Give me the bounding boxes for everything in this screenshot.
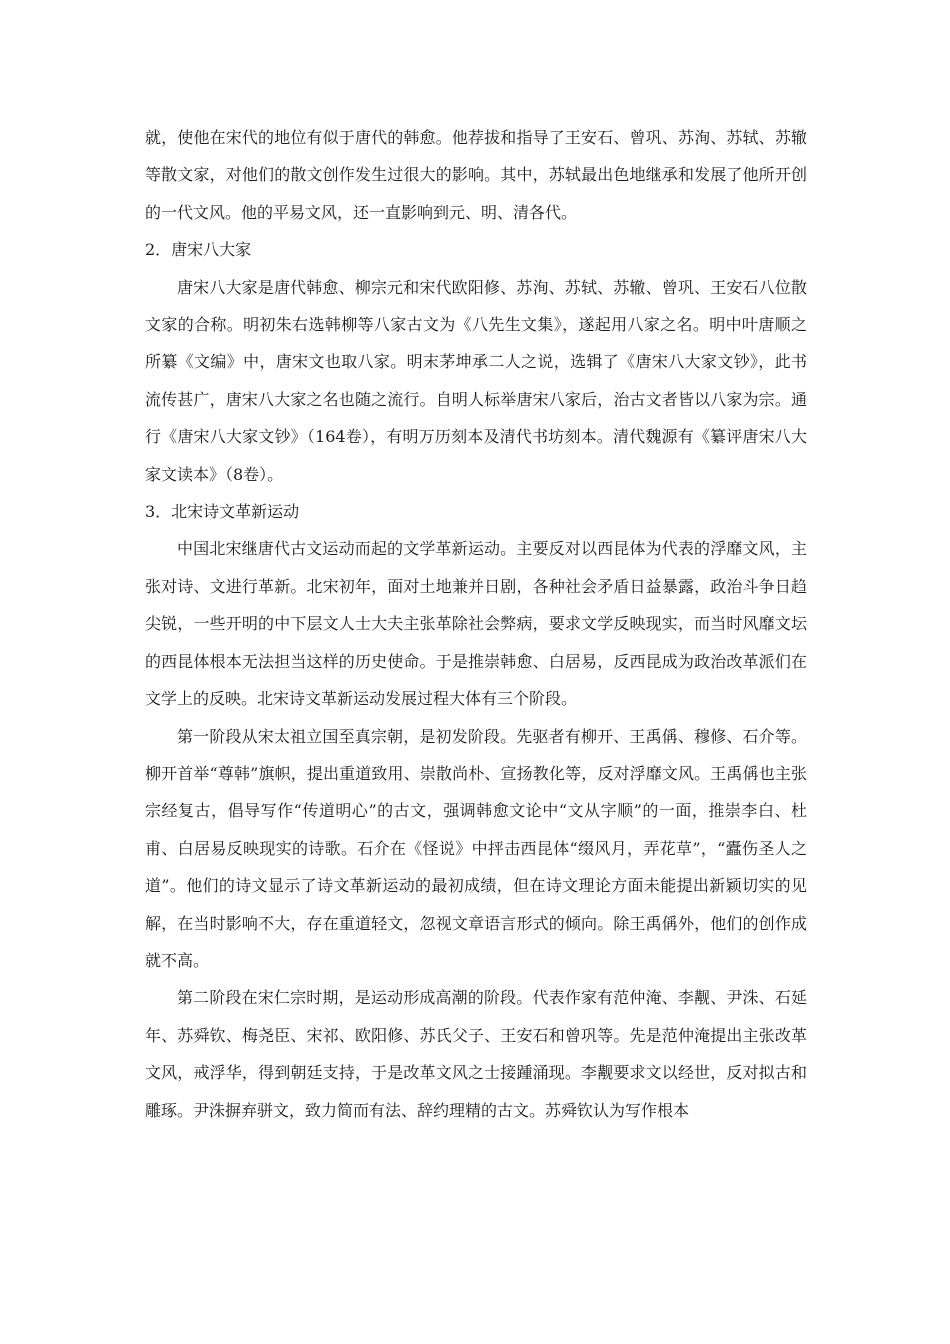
paragraph-second-stage: 第二阶段在宋仁宗时期，是运动形成高潮的阶段。代表作家有范仲淹、李觏、尹洙、石延年、苏舜钦、梅尧臣、宋祁、欧阳修、苏氏父子、王安石和曾巩等。先是范仲淹提出主张改革文风，戒浮华，得到朝廷支持，于是改革文风之士接踵涌现。李觏要求文以经世，反对拟古和雕琢。尹洙摒弃骈文，致力简而有法、辞约理精的古文。苏舜钦认为写作根本 <box>145 988 807 1120</box>
section-heading-northern-song-reform: 3．北宋诗文革新运动 <box>145 502 300 522</box>
paragraph-tang-song-eight-masters: 唐宋八大家是唐代韩愈、柳宗元和宋代欧阳修、苏洵、苏轼、苏辙、曾巩、王安石八位散文家的合称。明初朱右选韩柳等八家古文为《八先生文集》，遂起用八家之名。明中叶唐顺之所纂《文编》中，唐宋文也取八家。明末茅坤承二人之说，选辑了《唐宋八大家文钞》，此书流传甚广，唐宋八大家之名也随之流行。自明人标举唐宋八家后，治古文者皆以八家为宗。通行《唐宋八大家文钞》（164卷），有明万历刻本及清代书坊刻本。清代魏源有《纂评唐宋八大家文读本》（8卷）。 <box>145 277 807 484</box>
paragraph-first-stage: 第一阶段从宋太祖立国至真宗朝，是初发阶段。先驱者有柳开、王禹偁、穆修、石介等。柳开首举“尊韩”旗帜，提出重道致用、崇散尚朴、宣扬教化等，反对浮靡文风。王禹偁也主张宗经复古，倡导写作“传道明心”的古文，强调韩愈文论中“文从字顺”的一面，推崇李白、杜甫、白居易反映现实的诗歌。石介在《怪说》中抨击西昆体“缀风月，弄花草”，“蠹伤圣人之道”。他们的诗文显示了诗文革新运动的最初成绩，但在诗文理论方面未能提出新颖切实的见解，在当时影响不大，存在重道轻文，忽视文章语言形式的倾向。除王禹偁外，他们的创作成就不高。 <box>145 726 807 970</box>
document-body <box>145 119 807 1129</box>
paragraph-reform-intro: 中国北宋继唐代古文运动而起的文学革新运动。主要反对以西昆体为代表的浮靡文风，主张对诗、文进行革新。北宋初年，面对土地兼并日剧，各种社会矛盾日益暴露，政治斗争日趋尖锐，一些开明的中下层文人士大夫主张革除社会弊病，要求文学反映现实，而当时风靡文坛的西昆体根本无法担当这样的历史使命。于是推崇韩愈、白居易，反西昆成为政治改革派们在文学上的反映。北宋诗文革新运动发展过程大体有三个阶段。 <box>145 539 807 709</box>
paragraph-continuation: 就，使他在宋代的地位有似于唐代的韩愈。他荐拔和指导了王安石、曾巩、苏洵、苏轼、苏辙等散文家，对他们的散文创作发生过很大的影响。其中，苏轼最出色地继承和发展了他所开创的一代文风。他的平易文风，还一直影响到元、明、清各代。 <box>145 128 807 222</box>
section-heading-tang-song-eight-masters: 2．唐宋八大家 <box>145 240 252 260</box>
